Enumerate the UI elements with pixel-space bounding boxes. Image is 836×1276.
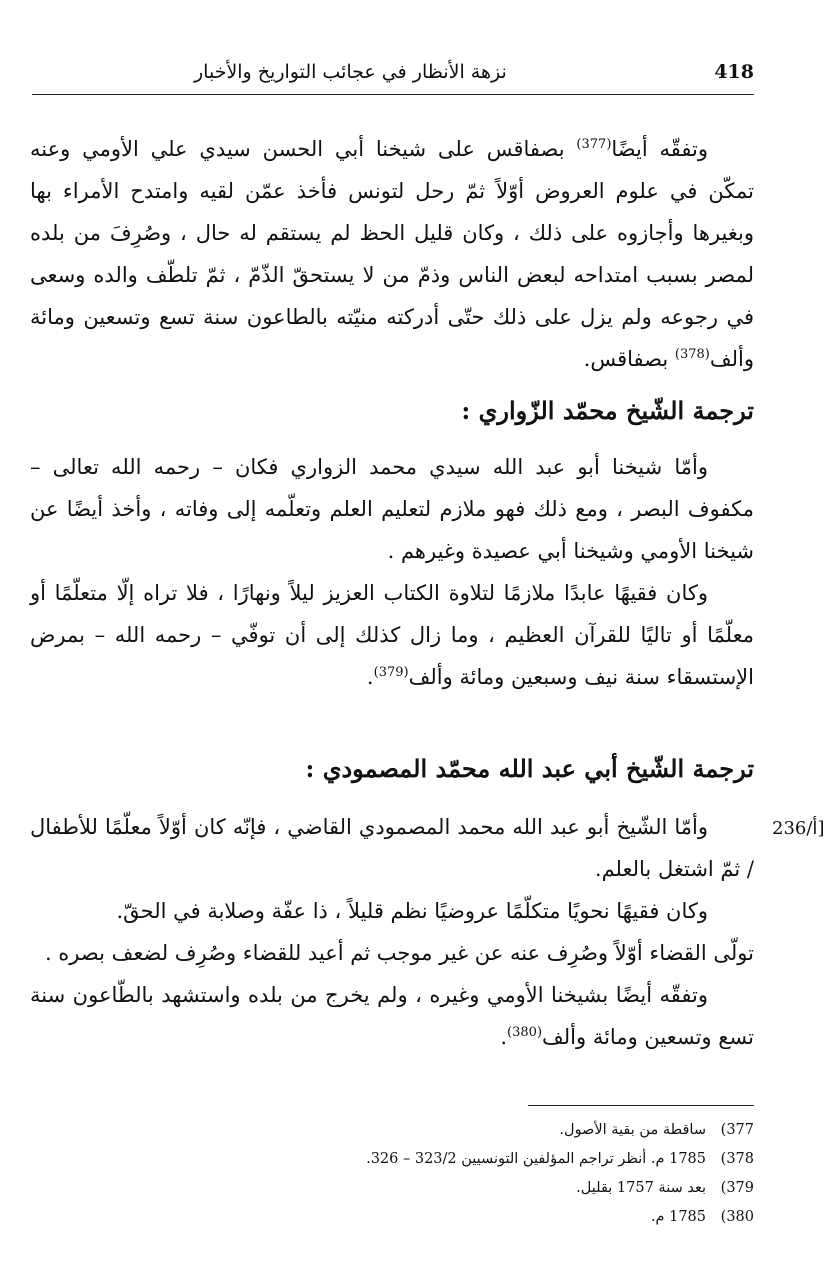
footnote-text: ساقطة من بقية الأصول. <box>559 1122 706 1138</box>
intro-text-3: بصفاقس. <box>583 347 675 371</box>
footnote-number: 377) <box>720 1122 754 1138</box>
masmoudi-paragraph-4-text: وتفقّه أيضًا بشيخنا الأومي وغيره ، ولم يخرج من بلده واستشهد بالطّاعون سنة تسع وتسعين ومائة وألف <box>30 983 754 1049</box>
header-divider <box>32 94 754 95</box>
zawari-paragraph-2 <box>30 572 754 698</box>
masmoudi-paragraph-2 <box>30 890 754 932</box>
footnote-item <box>234 1116 754 1145</box>
zawari-section <box>30 390 754 432</box>
masmoudi-paragraph-4-end: . <box>500 1025 508 1049</box>
masmoudi-paragraph-4 <box>30 974 754 1058</box>
running-header-title: نزهة الأنظار في عجائب التواريخ والأخبار <box>194 61 507 83</box>
footnote-item <box>234 1174 754 1203</box>
masmoudi-paragraph-3 <box>30 932 754 974</box>
footnotes-list <box>234 1116 754 1232</box>
footnote-ref-379: (379) <box>373 665 409 680</box>
masmoudi-paragraph-3-text: تولّى القضاء أوّلاً وصُرِف عنه عن غير موجب ثم أعيد للقضاء وصُرِف لضعف بصره . <box>44 941 754 965</box>
footnote-ref-380: (380) <box>507 1025 543 1040</box>
footnote-number: 380) <box>720 1209 754 1225</box>
page-number: 418 <box>714 61 754 83</box>
footnote-item <box>234 1203 754 1232</box>
section-heading-zawari: ترجمة الشّيخ محمّد الزّواري : <box>461 396 754 425</box>
zawari-paragraph-1-text: وأمّا شيخنا أبو عبد الله سيدي محمد الزواري فكان – رحمه الله تعالى – مكفوف البصر ، ومع ذلك فهو ملازم لتعليم العلم وتعلّمه إلى وفاته ، وأخذ أيضًا عن شيخنا الأومي وشيخنا أبي عصيدة وغيرهم . <box>30 455 754 563</box>
intro-text-1: وتفقّه أيضًا <box>611 137 708 161</box>
zawari-paragraph-2-text: وكان فقيهًا عابدًا ملازمًا لتلاوة الكتاب العزيز ليلاً ونهارًا ، فلا تراه إلّا متعلّمًا أو معلّمًا أو تاليًا للقرآن العظيم ، وما زال كذلك إلى أن توفّي – رحمه الله – بمرض الإستسقاء سنة نيف وسبعين ومائة وألف <box>30 581 754 689</box>
intro-paragraph <box>30 128 754 380</box>
margin-folio-reference: 236/أ] <box>772 818 825 839</box>
intro-text-2: بصفاقس على شيخنا أبي الحسن سيدي علي الأومي وعنه تمكّن في علوم العروض أوّلاً ثمّ رحل لتونس فأخذ عمّن لقيه وامتدح الأمراء بها وبغيرها وأجازوه على ذلك ، وكان قليل الحظ لم يستقم له حال ، وصُرِفَ من بلده لمصر بسبب امتداحه لبعض الناس وذمّ من لا يستحقّ الذّمّ ، ثمّ تلطّف والده وسعى في رجوعه ولم يزل على ذلك حتّى أدركته منيّته بالطاعون سنة تسع وتسعين ومائة وألف <box>30 137 754 371</box>
masmoudi-paragraph-2-text: وكان فقيهًا نحويًا متكلّمًا عروضيًا نظم قليلاً ، ذا عفّة وصلابة في الحقّ. <box>116 899 708 923</box>
footnote-item <box>234 1145 754 1174</box>
footnote-number: 379) <box>720 1180 754 1196</box>
zawari-body <box>30 446 754 698</box>
footnote-text: بعد سنة 1757 بقليل. <box>576 1180 706 1196</box>
zawari-paragraph-2-end: . <box>366 665 374 689</box>
masmoudi-section <box>30 748 754 790</box>
footnote-ref-377: (377) <box>576 137 612 152</box>
masmoudi-body <box>30 806 754 1058</box>
intro-section <box>30 128 754 380</box>
footnote-ref-378: (378) <box>674 347 710 362</box>
masmoudi-paragraph-1 <box>30 806 754 890</box>
section-heading-masmoudi: ترجمة الشّيخ أبي عبد الله محمّد المصمودي : <box>305 754 754 783</box>
masmoudi-paragraph-1-text: وأمّا الشّيخ أبو عبد الله محمد المصمودي القاضي ، فإنّه كان أوّلاً معلّمًا للأطفال / ثمّ اشتغل بالعلم. <box>30 815 754 881</box>
footnote-divider <box>528 1105 754 1106</box>
footnote-text: 1785 م. <box>650 1209 706 1225</box>
footnote-text: 1785 م. أنظر تراجم المؤلفين التونسيين 323/2 – 326. <box>366 1151 706 1167</box>
footnote-number: 378) <box>720 1151 754 1167</box>
zawari-paragraph-1 <box>30 446 754 572</box>
